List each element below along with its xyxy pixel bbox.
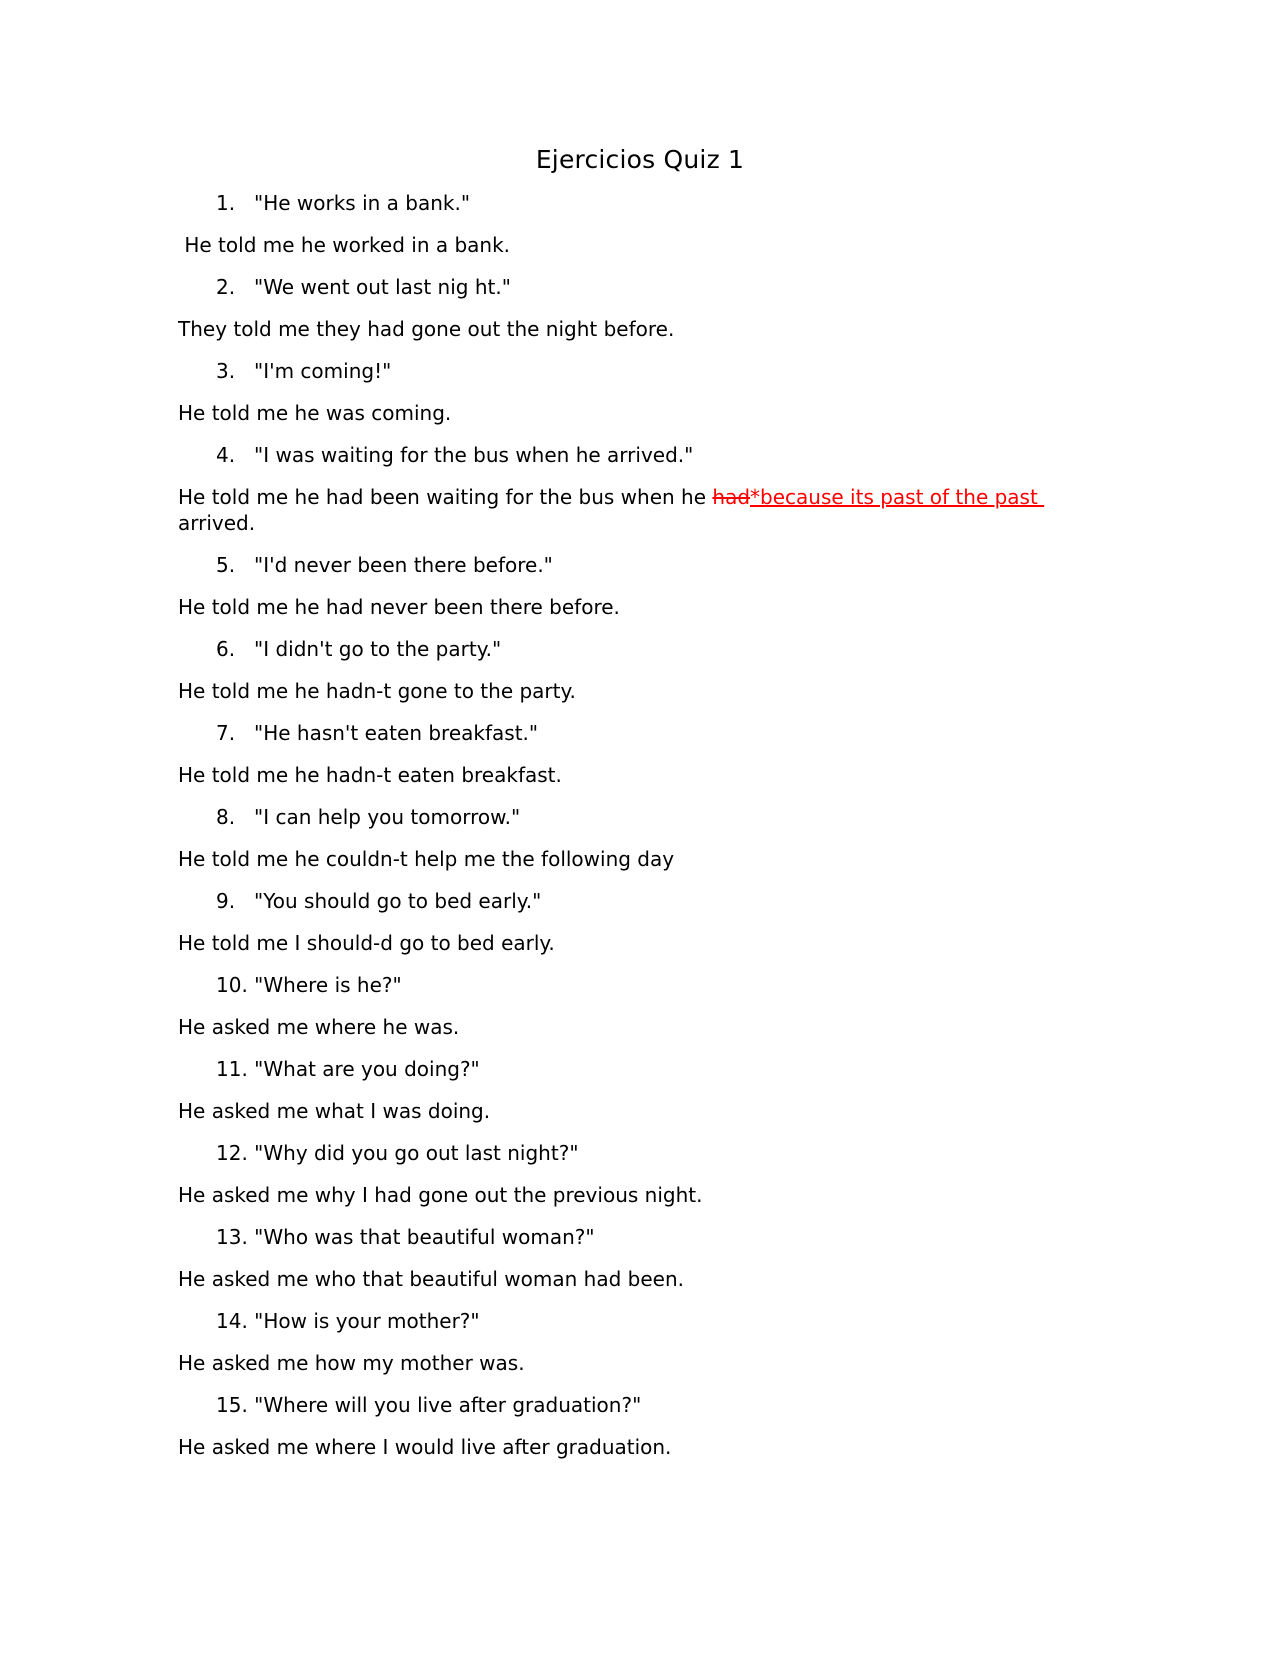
answer-7: He told me he hadn-t eaten breakfast. [178, 763, 562, 787]
question-2 [216, 274, 511, 300]
question-15 [216, 1392, 641, 1418]
question-text: "I was waiting for the bus when he arrived." [254, 443, 694, 467]
question-5 [216, 552, 553, 578]
question-number: 12. [216, 1141, 248, 1165]
question-text: "I'm coming!" [254, 359, 392, 383]
answer-9: He told me I should-d go to bed early. [178, 931, 555, 955]
question-8 [216, 804, 520, 830]
question-text: "I can help you tomorrow." [254, 805, 521, 829]
answer-11: He asked me what I was doing. [178, 1099, 491, 1123]
question-number: 4. [216, 443, 236, 467]
question-number: 2. [216, 275, 236, 299]
question-text: "How is your mother?" [254, 1309, 480, 1333]
question-text: "Who was that beautiful woman?" [254, 1225, 595, 1249]
question-number: 13. [216, 1225, 248, 1249]
answer-4 [178, 484, 1044, 510]
answer-14: He asked me how my mother was. [178, 1351, 525, 1375]
question-number: 6. [216, 637, 236, 661]
answer-2: They told me they had gone out the night before. [178, 317, 675, 341]
question-3 [216, 358, 391, 384]
document-title: Ejercicios Quiz 1 [535, 145, 745, 174]
question-number: 7. [216, 721, 236, 745]
question-number: 15. [216, 1393, 248, 1417]
answer-5: He told me he had never been there before. [178, 595, 620, 619]
question-text: "What are you doing?" [254, 1057, 480, 1081]
answer-8: He told me he couldn-t help me the following day [178, 847, 675, 871]
question-number: 1. [216, 191, 236, 215]
question-text: "He hasn't eaten breakfast." [254, 721, 539, 745]
question-number: 10. [216, 973, 248, 997]
answer-15: He asked me where I would live after graduation. [178, 1435, 672, 1459]
question-text: "I didn't go to the party." [254, 637, 502, 661]
question-10 [216, 972, 402, 998]
question-text: "Why did you go out last night?" [254, 1141, 579, 1165]
question-11 [216, 1056, 480, 1082]
question-number: 5. [216, 553, 236, 577]
question-text: "I'd never been there before." [254, 553, 553, 577]
question-4 [216, 442, 693, 468]
answer-3: He told me he was coming. [178, 401, 452, 425]
question-text: "Where is he?" [254, 973, 402, 997]
question-text: "Where will you live after graduation?" [254, 1393, 642, 1417]
answer-12: He asked me why I had gone out the previous night. [178, 1183, 703, 1207]
question-text: "He works in a bank." [254, 191, 471, 215]
teacher-comment: *because its past of the past [750, 485, 1045, 509]
question-12 [216, 1140, 579, 1166]
question-number: 14. [216, 1309, 248, 1333]
answer-text: He told me he had been waiting for the bus when he [178, 485, 713, 509]
question-number: 3. [216, 359, 236, 383]
question-7 [216, 720, 538, 746]
answer-10: He asked me where he was. [178, 1015, 460, 1039]
question-number: 8. [216, 805, 236, 829]
question-number: 9. [216, 889, 236, 913]
answer-6: He told me he hadn-t gone to the party. [178, 679, 576, 703]
answer-4-continued: arrived. [178, 511, 256, 535]
struck-correction: had [712, 485, 751, 509]
question-13 [216, 1224, 595, 1250]
question-6 [216, 636, 501, 662]
answer-1: He told me he worked in a bank. [178, 233, 511, 257]
question-9 [216, 888, 541, 914]
question-number: 11. [216, 1057, 248, 1081]
question-text: "We went out last nig ht." [254, 275, 511, 299]
question-14 [216, 1308, 480, 1334]
answer-13: He asked me who that beautiful woman had been. [178, 1267, 684, 1291]
question-1 [216, 190, 470, 216]
question-text: "You should go to bed early." [254, 889, 542, 913]
